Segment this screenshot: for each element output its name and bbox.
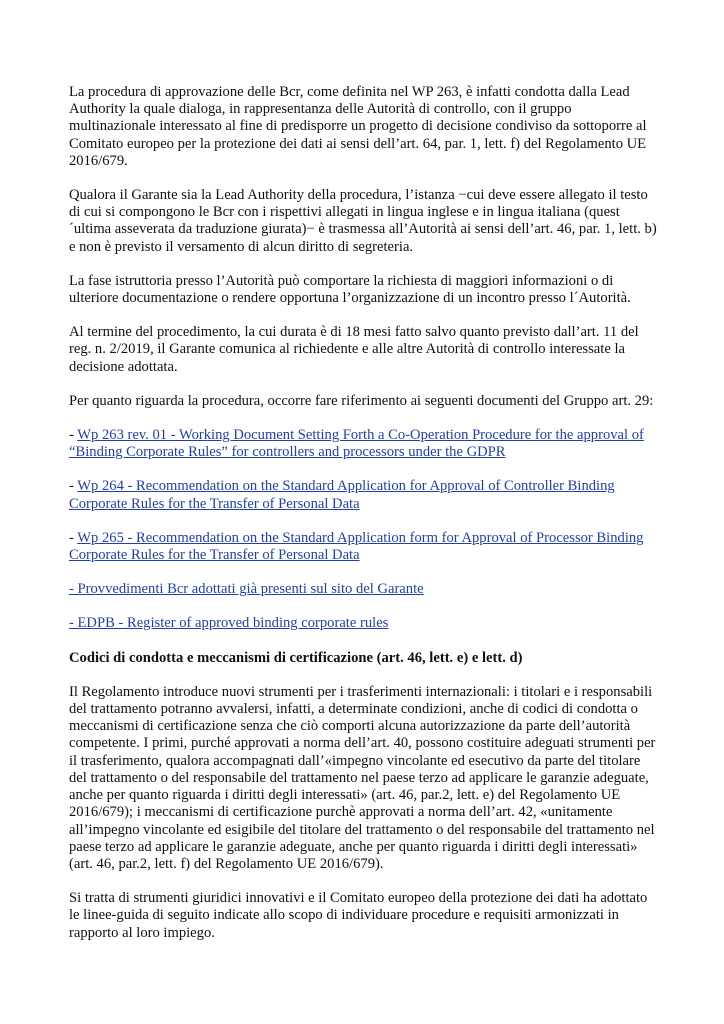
document-page [69, 84, 659, 959]
link-wp264[interactable]: Wp 264 - Recommendation on the Standard Application for Approval of Controller Binding Corporate Rules for the Transfer of Personal Data [69, 478, 615, 512]
paragraph-garante-lead-authority: Qualora il Garante sia la Lead Authority della procedura, l’istanza −cui deve essere allegato il testo di cui si compongono le Bcr con i rispettivi allegati in lingua inglese e in lingua italiana (quest´ultima asseverata da traduzione giurata)− è trasmessa all’Autorità ai sensi dell’art. 46, par. 1, lett. b) e non è previsto il versamento di alcun diritto di segreteria. [69, 187, 657, 255]
link-item-wp264 [69, 478, 659, 512]
paragraph-istruttoria: La fase istruttoria presso l’Autorità può comportare la richiesta di maggiori informazioni o di ulteriore documentazione o rendere opportuna l’organizzazione di un incontro presso l´Autorità. [69, 272, 631, 307]
link-item-wp265 [69, 530, 659, 564]
link-wp265[interactable]: Wp 265 - Recommendation on the Standard Application form for Approval of Processor Binding Corporate Rules for the Transfer of Personal Data [69, 529, 644, 564]
section-heading-codici-condotta: Codici di condotta e meccanismi di certificazione (art. 46, lett. e) e lett. d) [69, 649, 523, 666]
link-edpb-register[interactable]: - EDPB - Register of approved binding corporate rules [69, 615, 389, 632]
link-dash: - [69, 529, 78, 546]
paragraph-termine-procedimento: Al termine del procedimento, la cui durata è di 18 mesi fatto salvo quanto previsto dall’art. 11 del reg. n. 2/2019, il Garante comunica al richiedente e alle altre Autorità di controllo interessate la decisione adottata. [69, 324, 639, 375]
link-item-wp263 [69, 427, 659, 461]
link-wp263[interactable]: Wp 263 rev. 01 - Working Document Setting Forth a Co-Operation Procedure for the approval of “Binding Corporate Rules” for controllers and processors under the GDPR [69, 427, 644, 461]
paragraph-documenti-gruppo: Per quanto riguarda la procedura, occorre fare riferimento ai seguenti documenti del Gruppo art. 29: [69, 392, 654, 409]
link-dash: - [69, 478, 78, 495]
link-dash: - [69, 427, 78, 444]
link-item-provvedimenti [69, 581, 659, 598]
paragraph-strumenti-innovativi: Si tratta di strumenti giuridici innovativi e il Comitato europeo della protezione dei dati ha adottato le linee-guida di seguito indicate allo scopo di individuare procedure e requisiti armonizzati in rapporto al loro impiego. [69, 890, 648, 941]
paragraph-regolamento-strumenti: Il Regolamento introduce nuovi strumenti per i trasferimenti internazionali: i titolari e i responsabili del trattamento potranno avvalersi, infatti, a determinate condizioni, anche di codici di condotta o meccanismi di certificazione senza che ciò comporti alcuna autorizzazione da parte dell’autorità competente. I primi, purché approvati a norma dell’art. 40, possono costituire adeguati strumenti per il trasferimento, qualora accompagnati dall’«impegno vincolante ed esecutivo da parte del titolare del trattamento o del responsabile del trattamento nel paese terzo ad applicare le garanzie adeguate, anche per quanto riguarda i diritti degli interessati» (art. 46, par.2, lett. e) del Regolamento UE 2016/679); i meccanismi di certificazione purchè approvati a norma dell’art. 42, «unitamente all’impegno vincolante ed esigibile del titolare del trattamento o del responsabile del trattamento nel paese terzo ad applicare le garanzie adeguate, anche per quanto riguarda i diritti degli interessati» (art. 46, par.2, lett. f) del Regolamento UE 2016/679). [69, 683, 656, 872]
link-provvedimenti-bcr[interactable]: - Provvedimenti Bcr adottati già presenti sul sito del Garante [69, 581, 424, 598]
paragraph-bcr-approval: La procedura di approvazione delle Bcr, come definita nel WP 263, è infatti condotta dalla Lead Authority la quale dialoga, in rappresentanza delle Autorità di controllo, con il gruppo multinazionale interessato al fine di predisporre un progetto di decisione condiviso da sottoporre al Comitato europeo per la protezione dei dati ai sensi dell’art. 64, par. 1, lett. f) del Regolamento UE 2016/679. [69, 84, 647, 169]
link-item-edpb [69, 615, 659, 632]
